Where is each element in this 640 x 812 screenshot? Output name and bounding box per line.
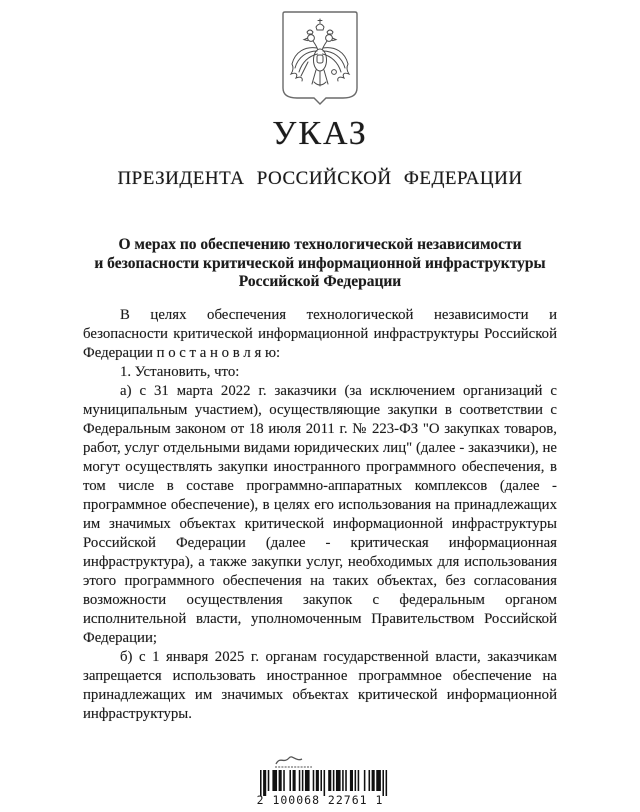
- heading-line: О мерах по обеспечению технологической независимости: [118, 236, 522, 253]
- body-paragraph: б) с 1 января 2025 г. органам государственной власти, заказчикам запрещается использовать иностранное программное обеспечение на принадлежащих им значимых объектах критической информационной инфраструктуры.: [83, 649, 557, 722]
- handwritten-mark-icon: [272, 752, 318, 770]
- russian-coat-of-arms-icon: [281, 10, 359, 106]
- decree-subtitle: ПРЕЗИДЕНТА РОССИЙСКОЙ ФЕДЕРАЦИИ: [117, 168, 523, 189]
- barcode-number: 2 100068 22761 1: [256, 793, 384, 807]
- barcode: [240, 752, 400, 810]
- decree-heading: [60, 236, 580, 292]
- body-paragraph: а) с 31 марта 2022 г. заказчики (за исключением организаций с муниципальным участием), осуществляющие закупки в соответствии с Федеральным законом от 18 июля 2011 г. № 223-ФЗ "О закупках товаров, работ, услуг отдельными видами юридических лиц" (далее - заказчики), не могут осуществлять закупки иностранного программного обеспечения, в том числе в составе программно-аппаратных комплексов (далее - программное обеспечение), в целях его использования на принадлежащих им значимых объектах критической информационной инфраструктуры Российской Федерации (далее - критическая информационная инфраструктура), а также закупки услуг, необходимых для использования этого программного обеспечения на таких объектах, без согласования возможности осуществления закупок с федеральным органом исполнительной власти, уполномоченным Правительством Российской Федерации;: [83, 383, 557, 646]
- body-paragraph: В целях обеспечения технологической независимости и безопасности критической информационной инфраструктуры Российской Федерации п о с т а н о в л я ю:: [83, 307, 557, 361]
- heading-line: и безопасности критической информационной инфраструктуры: [94, 254, 546, 272]
- decree-body: [83, 306, 557, 724]
- body-paragraph: 1. Установить, что:: [120, 364, 240, 380]
- heading-line: Российской Федерации: [238, 273, 402, 290]
- decree-title: УКАЗ: [272, 115, 368, 152]
